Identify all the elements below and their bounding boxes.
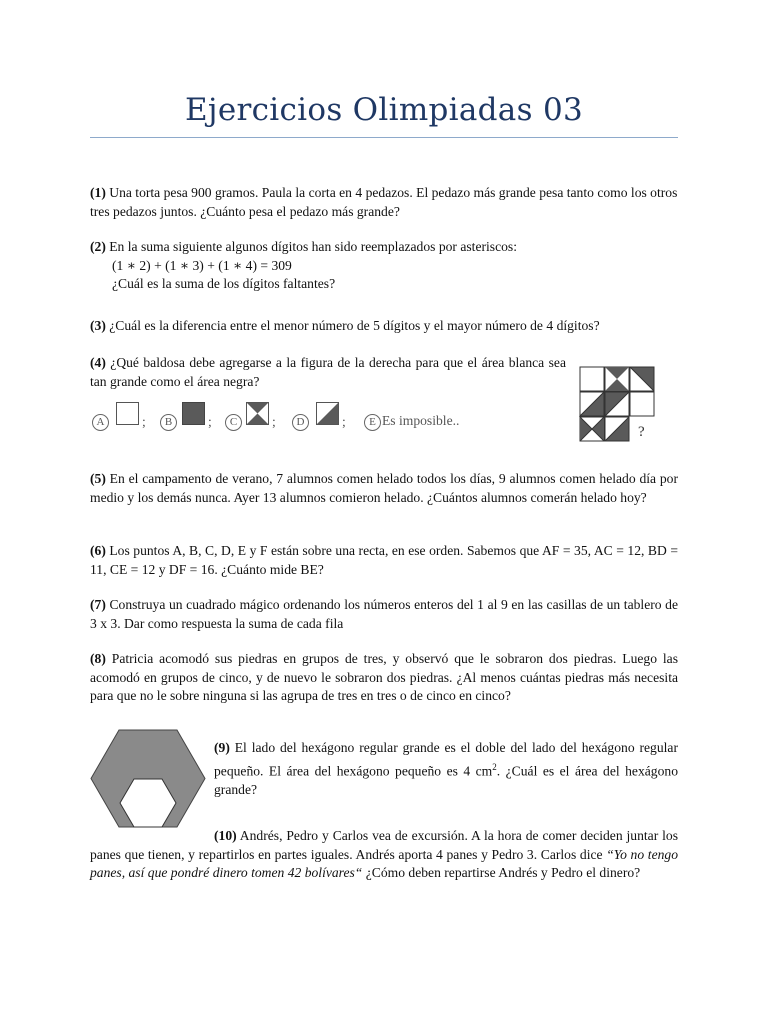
exercise-number: (10) bbox=[214, 828, 237, 843]
exercise-question: ¿Cuál es la suma de los dígitos faltantes? bbox=[112, 276, 336, 291]
tile-grid-figure bbox=[579, 366, 657, 444]
option-letter: A bbox=[92, 414, 109, 431]
exercise-number: (2) bbox=[90, 239, 106, 254]
exercise-9 bbox=[214, 739, 678, 799]
hexagon-figure bbox=[90, 729, 206, 829]
exercise-5 bbox=[90, 470, 678, 507]
missing-tile-marker: ? bbox=[638, 424, 645, 440]
separator: ; bbox=[142, 414, 146, 429]
option-letter: C bbox=[225, 414, 242, 431]
exercise-text: ¿Cuál es la diferencia entre el menor número de 5 dígitos y el mayor número de 4 dígitos? bbox=[105, 318, 600, 333]
exercise-text: En el campamento de verano, 7 alumnos comen helado todos los días, 9 alumnos comen helado día por medio y los demás nunca. Ayer 13 alumnos comieron helado. ¿Cuántos alumnos comerán helado hoy? bbox=[90, 471, 678, 505]
exercise-10 bbox=[90, 827, 678, 883]
black-tile-icon bbox=[182, 402, 206, 426]
exercise-text: Patricia acomodó sus piedras en grupos de tres, y observó que le sobraron dos piedras. Luego las acomodó en grupos de cinco, y de nuevo le sobraron dos piedras. ¿Al menos cuántas piedras más necesita para que no le sobre ninguna si las agrupa de tres en tres o de cinco en cinco? bbox=[90, 651, 678, 703]
exercise-number: (3) bbox=[90, 318, 106, 333]
option-letter: E bbox=[364, 414, 381, 431]
separator: ; bbox=[342, 414, 346, 429]
exercise-6 bbox=[90, 542, 678, 579]
page-title: Ejercicios Olimpiadas 03 bbox=[185, 92, 583, 128]
exercise-number: (9) bbox=[214, 740, 230, 755]
exercise-2 bbox=[90, 238, 678, 294]
exercise-number: (5) bbox=[90, 471, 106, 486]
option-letter: D bbox=[292, 414, 309, 431]
option-letter: B bbox=[160, 414, 177, 431]
quote-text: “Yo no tengo panes, así que pondré dinero tomen 42 bolívares“ bbox=[90, 846, 678, 880]
exercise-number: (6) bbox=[90, 543, 106, 558]
exercise-text: En la suma siguiente algunos dígitos han sido reemplazados por asteriscos: bbox=[105, 239, 517, 254]
exercise-number: (4) bbox=[90, 355, 106, 370]
exercise-text: ¿Qué baldosa debe agregarse a la figura de la derecha para que el área blanca sea tan grande como el área negra? bbox=[90, 355, 566, 389]
separator: ; bbox=[272, 414, 276, 429]
exercise-number: (7) bbox=[90, 597, 106, 612]
exercise-text: Una torta pesa 900 gramos. Paula la corta en 4 pedazos. El pedazo más grande pesa tanto como los otros tres pedazos juntos. ¿Cuánto pesa el pedazo más grande? bbox=[90, 185, 678, 219]
exercise-text: El lado del hexágono regular grande es el doble del lado del hexágono regular pequeño. El área del hexágono pequeño es 4 cm bbox=[214, 740, 678, 779]
hourglass-tile-icon bbox=[246, 402, 270, 426]
exercise-8 bbox=[90, 650, 678, 706]
exercise-text: Construya un cuadrado mágico ordenando los números enteros del 1 al 9 en las casillas de un tablero de 3 x 3. Dar como respuesta la suma de cada fila bbox=[90, 597, 678, 631]
exercise-4 bbox=[90, 354, 566, 391]
exercise-7 bbox=[90, 596, 678, 633]
exercise-1 bbox=[90, 184, 678, 221]
exercise-text: Los puntos A, B, C, D, E y F están sobre una recta, en ese orden. Sabemos que AF = 35, AC = 12, BD = 11, CE = 12 y DF = 16. ¿Cuánto mide BE? bbox=[90, 543, 678, 577]
exercise-number: (8) bbox=[90, 651, 106, 666]
exercise-3 bbox=[90, 317, 678, 336]
exercise-number: (1) bbox=[90, 185, 106, 200]
option-label: Es imposible.. bbox=[382, 413, 460, 428]
white-tile-icon bbox=[116, 402, 140, 426]
exercise-text-cont: ¿Cómo deben repartirse Andrés y Pedro el dinero? bbox=[362, 865, 641, 880]
separator: ; bbox=[208, 414, 212, 429]
equation: (1 ∗ 2) + (1 ∗ 3) + (1 ∗ 4) = 309 bbox=[112, 257, 292, 273]
diagonal-tile-icon bbox=[316, 402, 340, 426]
title-divider bbox=[90, 137, 678, 138]
superscript: 2 bbox=[492, 761, 497, 772]
exercise-text: Andrés, Pedro y Carlos vea de excursión. A la hora de comer deciden juntar los panes que tienen, y repartirlos en partes iguales. Andrés aporta 4 panes y Pedro 3. Carlos dice bbox=[90, 828, 678, 862]
exercise-text-cont: . ¿Cuál es el área del hexágono grande? bbox=[214, 763, 678, 797]
